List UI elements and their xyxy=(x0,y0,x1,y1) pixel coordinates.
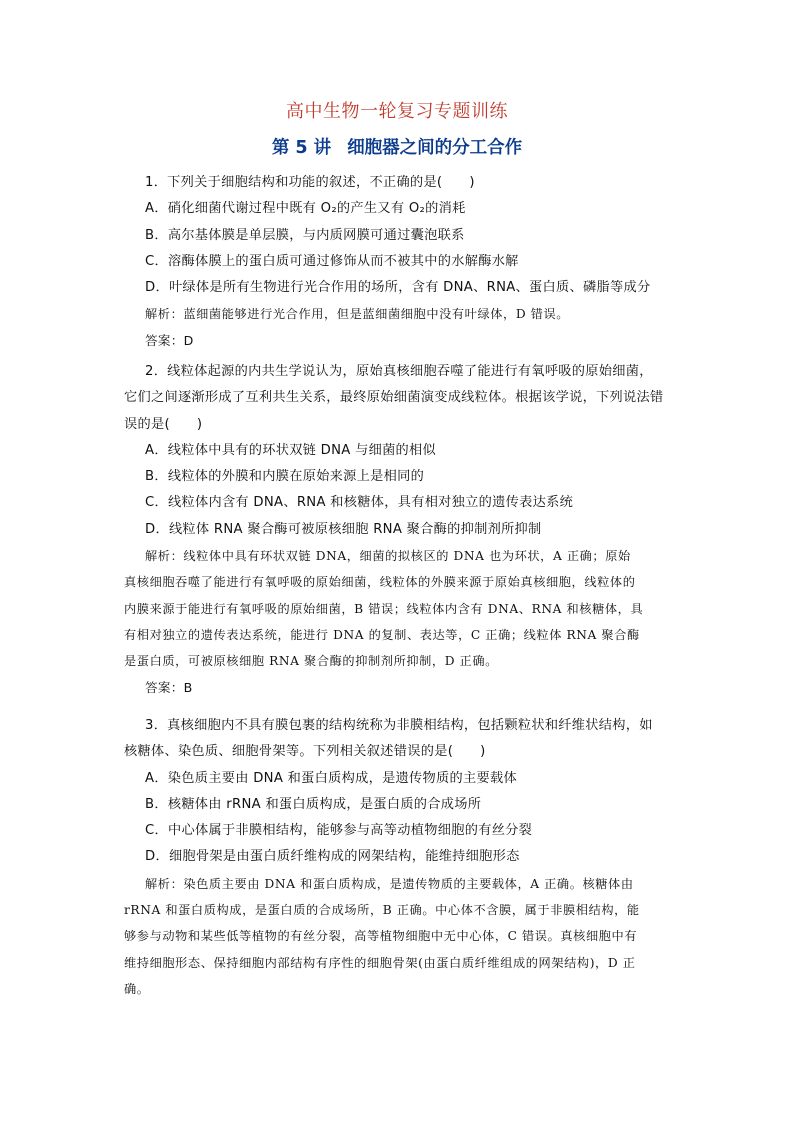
question-stem-line: 2．线粒体起源的内共生学说认为，原始真核细胞吞噬了能进行有氧呼吸的原始细菌， xyxy=(145,364,653,379)
question-3 xyxy=(124,713,669,1002)
explanation-line: 有相对独立的遗传表达系统，能进行 DNA 的复制、表达等，C 正确；线粒体 RNA 聚合酶 xyxy=(124,627,640,642)
option-d: D．线粒体 RNA 聚合酶可被原核细胞 RNA 聚合酶的抑制剂所抑制 xyxy=(145,521,542,537)
answer: 答案：B xyxy=(145,679,193,695)
question-1 xyxy=(124,170,669,354)
explanation-line: rRNA 和蛋白质构成，是蛋白质的合成场所，B 正确。中心体不含膜，属于非膜相结构，能 xyxy=(124,903,640,918)
option-a: A．硝化细菌代谢过程中既有 O₂的产生又有 O₂的消耗 xyxy=(145,201,466,217)
explanation-line: 解析：线粒体中具有环状双链 DNA，细菌的拟核区的 DNA 也为环状，A 正确；原始 xyxy=(145,549,631,564)
explanation xyxy=(124,543,669,674)
option-c: C．中心体属于非膜相结构，能够参与高等动植物细胞的有丝分裂 xyxy=(145,823,533,839)
option-b: B．核糖体由 rRNA 和蛋白质构成，是蛋白质的合成场所 xyxy=(145,796,482,812)
option-b: B．高尔基体膜是单层膜，与内质网膜可通过囊泡联系 xyxy=(145,227,465,243)
question-stem-line: 3．真核细胞内不具有膜包裹的结构统称为非膜相结构，包括颗粒状和纤维状结构，如 xyxy=(145,718,653,733)
explanation-line: 维持细胞形态、保持细胞内部结构有序性的细胞骨架(由蛋白质纤维组成的网架结构)，D 正 xyxy=(124,955,636,970)
explanation: 解析：蓝细菌能够进行光合作用，但是蓝细菌细胞中没有叶绿体，D 错误。 xyxy=(145,307,570,322)
explanation-line: 是蛋白质，可被原核细胞 RNA 聚合酶的抑制剂所抑制，D 正确。 xyxy=(124,654,498,669)
option-b: B．线粒体的外膜和内膜在原始来源上是相同的 xyxy=(145,469,425,485)
lesson-title xyxy=(0,134,794,159)
option-a: A．线粒体中具有的环状双链 DNA 与细菌的相似 xyxy=(145,442,437,458)
question-stem: 1．下列关于细胞结构和功能的叙述，不正确的是( ) xyxy=(145,175,475,190)
option-c: C．溶酶体膜上的蛋白质可通过修饰从而不被其中的水解酶水解 xyxy=(145,253,519,269)
answer: 答案：D xyxy=(145,332,194,348)
explanation-line: 够参与动物和某些低等植物的有丝分裂，高等植物细胞中无中心体，C 错误。真核细胞中有 xyxy=(124,929,638,944)
explanation xyxy=(124,871,669,1002)
explanation-line: 内膜来源于能进行有氧呼吸的原始细菌，B 错误；线粒体内含有 DNA、RNA 和核糖体，具 xyxy=(124,601,644,616)
question-2 xyxy=(124,359,669,701)
option-a: A．染色质主要由 DNA 和蛋白质构成，是遗传物质的主要载体 xyxy=(145,770,517,786)
explanation-line: 确。 xyxy=(124,981,150,996)
question-stem-line: 误的是( ) xyxy=(124,416,203,432)
series-title: 高中生物一轮复习专题训练 xyxy=(286,101,508,122)
option-d: D．叶绿体是所有生物进行光合作用的场所，含有 DNA、RNA、蛋白质、磷脂等成分 xyxy=(145,280,651,296)
option-d: D．细胞骨架是由蛋白质纤维构成的网架结构，能维持细胞形态 xyxy=(145,849,520,865)
question-stem-line: 核糖体、染色质、细胞骨架等。下列相关叙述错误的是( ) xyxy=(124,744,486,760)
lesson-name: 细胞器之间的分工合作 xyxy=(347,138,523,158)
lesson-number: 第 5 讲 xyxy=(271,138,332,158)
question-stem-line: 它们之间逐渐形成了互利共生关系，最终原始细菌演变成线粒体。根据该学说，下列说法错 xyxy=(124,390,664,406)
option-c: C．线粒体内含有 DNA、RNA 和核糖体，具有相对独立的遗传表达系统 xyxy=(145,495,574,511)
explanation-line: 真核细胞吞噬了能进行有氧呼吸的原始细菌，线粒体的外膜来源于原始真核细胞，线粒体的 xyxy=(124,575,636,590)
explanation-line: 解析：染色质主要由 DNA 和蛋白质构成，是遗传物质的主要载体，A 正确。核糖体由 xyxy=(145,876,634,891)
